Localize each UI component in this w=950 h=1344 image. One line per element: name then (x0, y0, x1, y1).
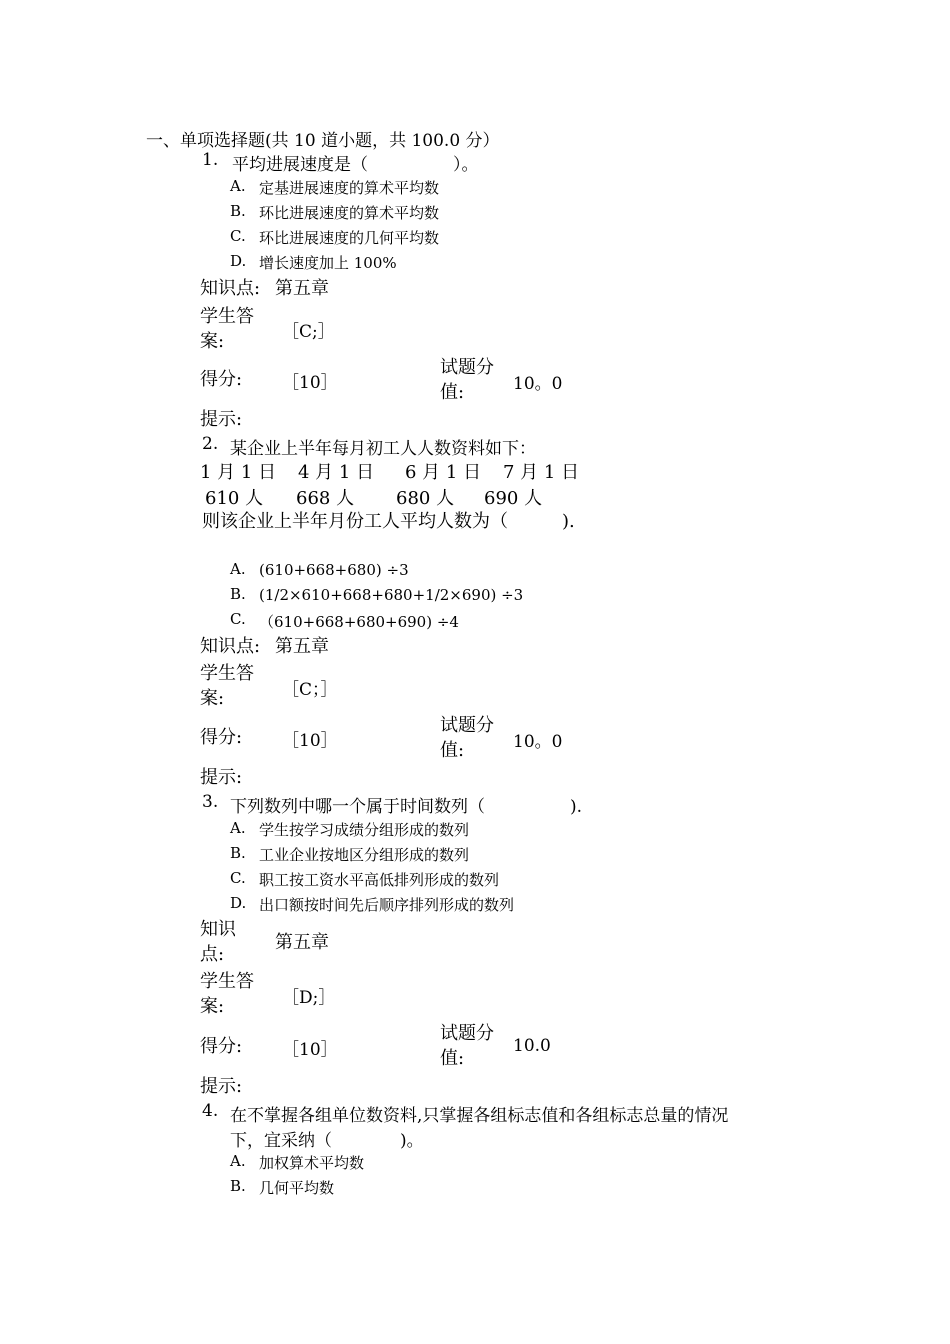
question-value: 10。0 (513, 374, 563, 394)
table-count: 668 人 (296, 488, 355, 509)
hint-label: 提示: (200, 767, 243, 788)
student-answer-value: ［C;］ (282, 322, 335, 342)
option-c-letter: C. (230, 869, 246, 887)
option-c-letter: C. (230, 610, 246, 628)
question-number: 1. (202, 150, 219, 170)
knowledge-value: 第五章 (275, 636, 329, 657)
score-value: ［10］ (282, 1040, 338, 1060)
option-b-text: 工业企业按地区分组形成的数列 (259, 846, 470, 864)
option-a-text: 学生按学习成绩分组形成的数列 (259, 821, 470, 839)
table-date: 7 月 1 日 (503, 462, 580, 483)
option-d-text: 增长速度加上 100% (259, 254, 397, 272)
option-c-text: （610+668+680+690) ÷4 (259, 613, 459, 631)
question-text-continued: 则该企业上半年月份工人平均人数为（ ). (202, 511, 575, 532)
question-value: 10.0 (513, 1036, 551, 1056)
table-date: 6 月 1 日 (405, 462, 482, 483)
hint-label: 提示: (200, 1076, 243, 1097)
option-a-letter: A. (230, 1152, 246, 1170)
score-label: 得分: (200, 369, 243, 390)
score-label: 得分: (200, 1036, 243, 1057)
question-text-continued: 下，宜采纳（ )。 (230, 1131, 424, 1151)
knowledge-value: 第五章 (275, 278, 329, 299)
option-a-text: 定基进展速度的算术平均数 (259, 179, 440, 197)
option-a-text: 加权算术平均数 (259, 1154, 365, 1172)
question-text: 平均进展速度是（ ）。 (232, 155, 479, 175)
option-b-letter: B. (230, 202, 246, 220)
question-value-label: 试题分 值: (440, 715, 494, 761)
question-number: 4. (202, 1101, 219, 1121)
question-value: 10。0 (513, 732, 563, 752)
question-value-label: 试题分 值: (440, 357, 494, 403)
student-answer-value: ［D;］ (282, 988, 336, 1008)
option-a-letter: A. (230, 819, 246, 837)
table-count: 610 人 (205, 488, 264, 509)
option-d-text: 出口额按时间先后顺序排列形成的数列 (259, 896, 515, 914)
hint-label: 提示: (200, 409, 243, 430)
table-date: 4 月 1 日 (298, 462, 375, 483)
student-answer-value: ［C；］ (282, 680, 338, 700)
table-count: 690 人 (484, 488, 543, 509)
question-number: 2. (202, 434, 219, 454)
option-a-letter: A. (230, 560, 246, 578)
knowledge-label: 知识 点: (200, 919, 236, 965)
question-text: 下列数列中哪一个属于时间数列（ ). (230, 797, 583, 817)
knowledge-label: 知识点: (200, 636, 261, 657)
knowledge-value: 第五章 (275, 932, 329, 953)
score-value: ［10］ (282, 373, 338, 393)
table-count: 680 人 (396, 488, 455, 509)
option-c-text: 职工按工资水平高低排列形成的数列 (259, 871, 500, 889)
question-text: 在不掌握各组单位数资料,只掌握各组标志值和各组标志总量的情况 (230, 1106, 729, 1126)
option-b-text: 环比进展速度的算术平均数 (259, 204, 440, 222)
table-date: 1 月 1 日 (200, 462, 277, 483)
option-b-letter: B. (230, 844, 246, 862)
option-c-letter: C. (230, 227, 246, 245)
option-b-text: 几何平均数 (259, 1179, 335, 1197)
student-answer-label: 学生答 案: (200, 971, 254, 1017)
question-text: 某企业上半年每月初工人人数资料如下： (230, 439, 536, 459)
score-value: ［10］ (282, 731, 338, 751)
question-value-label: 试题分 值: (440, 1023, 494, 1069)
question-number: 3. (202, 792, 219, 812)
option-d-letter: D. (230, 894, 247, 912)
option-a-letter: A. (230, 177, 246, 195)
score-label: 得分: (200, 727, 243, 748)
option-b-letter: B. (230, 585, 246, 603)
knowledge-label: 知识点: (200, 278, 261, 299)
student-answer-label: 学生答 案: (200, 306, 254, 352)
option-d-letter: D. (230, 252, 247, 270)
student-answer-label: 学生答 案: (200, 663, 254, 709)
option-c-text: 环比进展速度的几何平均数 (259, 229, 440, 247)
section-title: 一、单项选择题(共 10 道小题，共 100.0 分） (146, 131, 500, 151)
option-a-text: (610+668+680) ÷3 (259, 561, 409, 579)
option-b-letter: B. (230, 1177, 246, 1195)
option-b-text: (1/2×610+668+680+1/2×690) ÷3 (259, 586, 524, 604)
